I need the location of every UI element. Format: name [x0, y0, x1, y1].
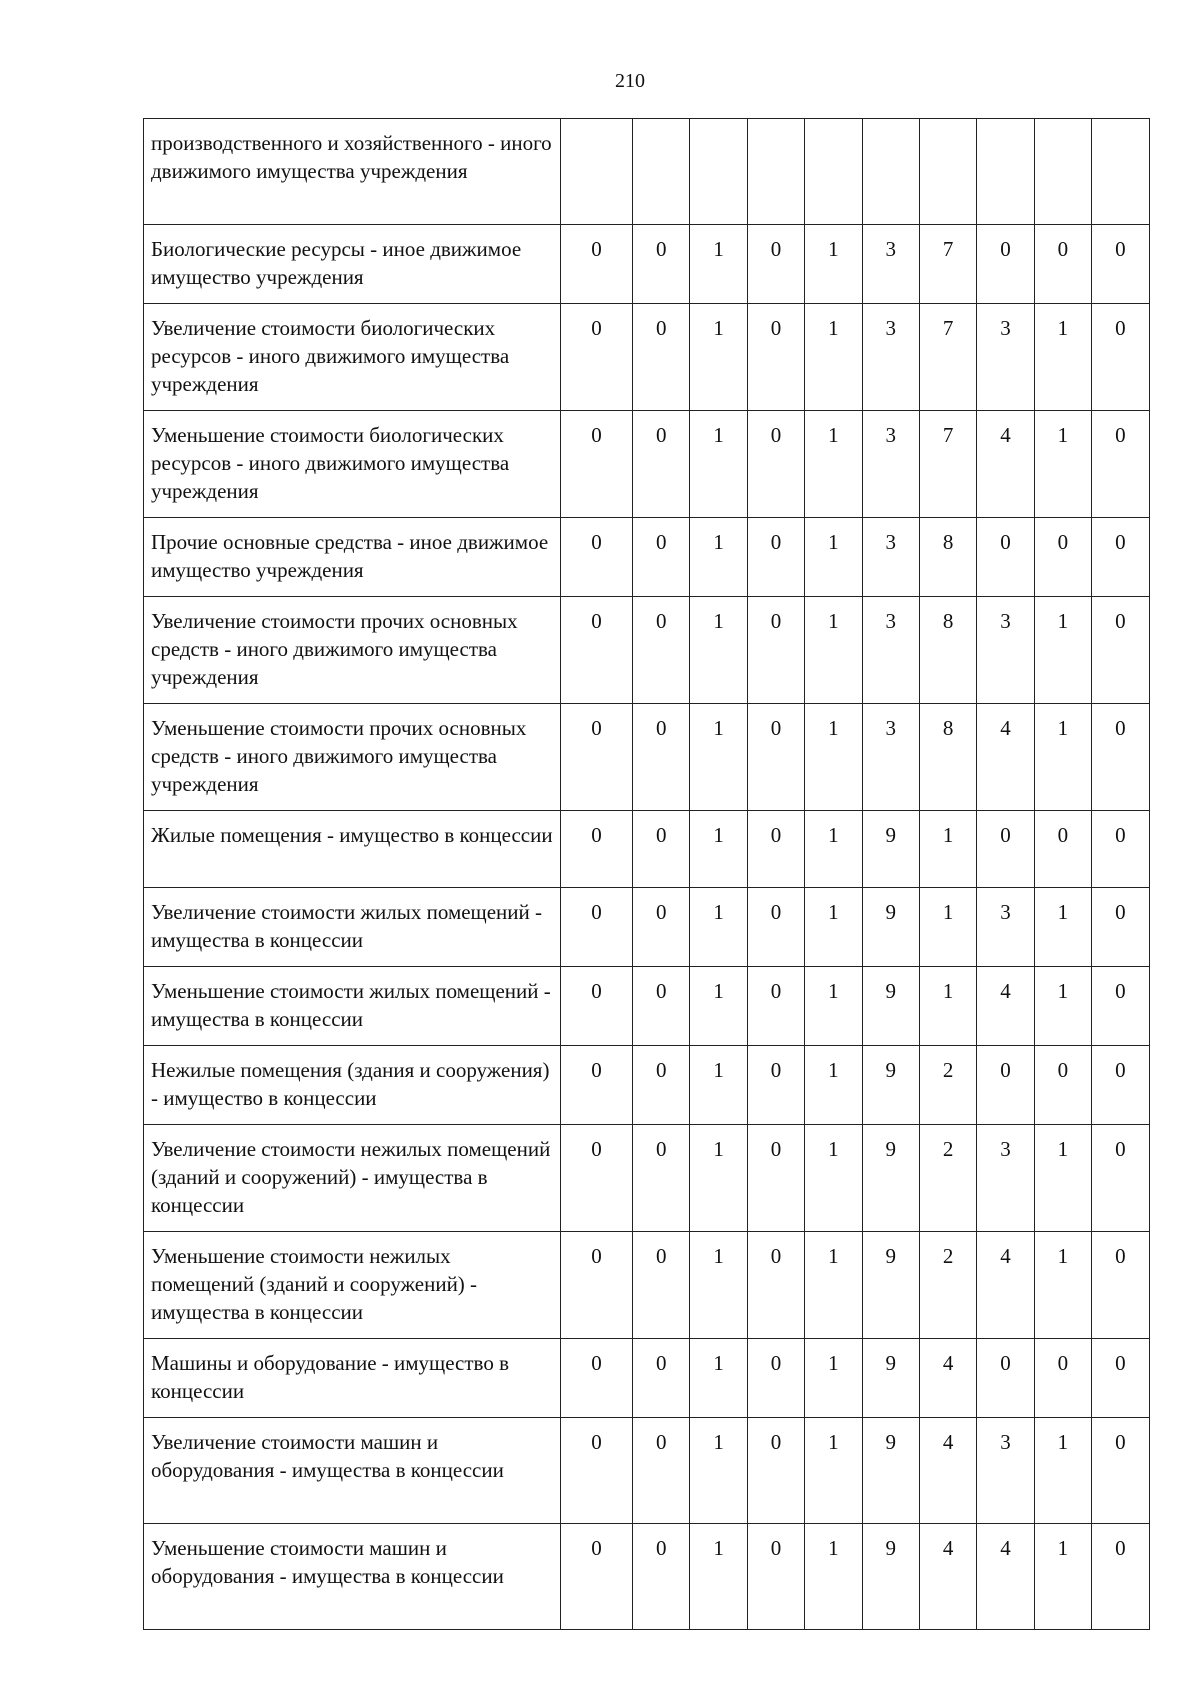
- code-digit-cell: 1: [690, 1232, 747, 1339]
- code-digit-cell: 4: [919, 1418, 976, 1524]
- code-digit-cell: 1: [690, 1125, 747, 1232]
- code-digit-cell: 0: [1092, 304, 1149, 411]
- code-digit-cell: 1: [690, 967, 747, 1046]
- code-digit-cell: 2: [919, 1125, 976, 1232]
- code-digit-cell: 0: [977, 811, 1034, 888]
- code-digit-cell: 0: [1092, 1418, 1149, 1524]
- code-digit-cell: 0: [977, 518, 1034, 597]
- account-name-cell: Увеличение стоимости нежилых помещений (зданий и сооружений) - имущества в концессии: [144, 1125, 561, 1232]
- code-digit-cell: [561, 119, 633, 225]
- code-digit-cell: 3: [977, 1418, 1034, 1524]
- code-digit-cell: 0: [561, 888, 633, 967]
- code-digit-cell: 4: [977, 1232, 1034, 1339]
- code-digit-cell: [690, 119, 747, 225]
- code-digit-cell: 3: [977, 304, 1034, 411]
- code-digit-cell: 0: [561, 225, 633, 304]
- code-digit-cell: 1: [805, 1524, 862, 1630]
- code-digit-cell: 1: [805, 1125, 862, 1232]
- code-digit-cell: 0: [633, 1046, 690, 1125]
- code-digit-cell: [862, 119, 919, 225]
- code-digit-cell: 0: [747, 597, 804, 704]
- code-digit-cell: 0: [1034, 225, 1091, 304]
- code-digit-cell: 1: [805, 1046, 862, 1125]
- code-digit-cell: 0: [633, 411, 690, 518]
- code-digit-cell: 7: [919, 225, 976, 304]
- account-name-cell: Нежилые помещения (здания и сооружения) - имущество в концессии: [144, 1046, 561, 1125]
- table-row: [144, 411, 1150, 518]
- code-digit-cell: 4: [919, 1339, 976, 1418]
- code-digit-cell: 0: [747, 304, 804, 411]
- table-row: [144, 704, 1150, 811]
- account-name-cell: Жилые помещения - имущество в концессии: [144, 811, 561, 888]
- account-name-cell: Увеличение стоимости жилых помещений - имущества в концессии: [144, 888, 561, 967]
- code-digit-cell: 0: [747, 225, 804, 304]
- code-digit-cell: 1: [690, 225, 747, 304]
- code-digit-cell: 0: [747, 1046, 804, 1125]
- code-digit-cell: 3: [862, 597, 919, 704]
- code-digit-cell: 3: [977, 888, 1034, 967]
- code-digit-cell: [1092, 119, 1149, 225]
- code-digit-cell: 0: [561, 597, 633, 704]
- code-digit-cell: 1: [805, 597, 862, 704]
- code-digit-cell: 0: [633, 1339, 690, 1418]
- code-digit-cell: 0: [977, 1339, 1034, 1418]
- table-row: [144, 1125, 1150, 1232]
- code-digit-cell: 0: [1092, 597, 1149, 704]
- code-digit-cell: 0: [633, 1125, 690, 1232]
- account-name-cell: производственного и хозяйственного - иного движимого имущества учреждения: [144, 119, 561, 225]
- code-digit-cell: 1: [690, 1418, 747, 1524]
- code-digit-cell: 0: [561, 1232, 633, 1339]
- code-digit-cell: 0: [633, 1418, 690, 1524]
- code-digit-cell: 7: [919, 411, 976, 518]
- code-digit-cell: 0: [633, 518, 690, 597]
- code-digit-cell: 1: [1034, 1125, 1091, 1232]
- code-digit-cell: 0: [561, 811, 633, 888]
- code-digit-cell: 0: [1092, 888, 1149, 967]
- code-digit-cell: 9: [862, 888, 919, 967]
- code-digit-cell: 0: [1092, 1125, 1149, 1232]
- code-digit-cell: 0: [747, 1339, 804, 1418]
- table-row: [144, 1046, 1150, 1125]
- code-digit-cell: 1: [1034, 1418, 1091, 1524]
- code-digit-cell: 1: [690, 704, 747, 811]
- account-name-cell: Уменьшение стоимости биологических ресурсов - иного движимого имущества учреждения: [144, 411, 561, 518]
- code-digit-cell: 0: [1034, 518, 1091, 597]
- account-name-cell: Уменьшение стоимости жилых помещений - имущества в концессии: [144, 967, 561, 1046]
- code-digit-cell: [805, 119, 862, 225]
- code-digit-cell: [977, 119, 1034, 225]
- code-digit-cell: 9: [862, 1046, 919, 1125]
- code-digit-cell: 0: [1092, 811, 1149, 888]
- code-digit-cell: 0: [561, 304, 633, 411]
- code-digit-cell: 1: [690, 1046, 747, 1125]
- code-digit-cell: 1: [805, 304, 862, 411]
- code-digit-cell: 0: [633, 1524, 690, 1630]
- code-digit-cell: 2: [919, 1232, 976, 1339]
- code-digit-cell: 0: [977, 1046, 1034, 1125]
- code-digit-cell: 0: [633, 225, 690, 304]
- code-digit-cell: 0: [1092, 518, 1149, 597]
- code-digit-cell: 4: [977, 411, 1034, 518]
- code-digit-cell: 0: [633, 967, 690, 1046]
- code-digit-cell: 1: [805, 704, 862, 811]
- code-digit-cell: 1: [805, 1418, 862, 1524]
- account-name-cell: Машины и оборудование - имущество в концессии: [144, 1339, 561, 1418]
- code-digit-cell: 0: [1034, 1046, 1091, 1125]
- code-digit-cell: [633, 119, 690, 225]
- code-digit-cell: 9: [862, 1125, 919, 1232]
- account-name-cell: Уменьшение стоимости нежилых помещений (зданий и сооружений) - имущества в концессии: [144, 1232, 561, 1339]
- code-digit-cell: 9: [862, 811, 919, 888]
- code-digit-cell: 1: [690, 1339, 747, 1418]
- code-digit-cell: 1: [805, 518, 862, 597]
- code-digit-cell: 0: [1092, 411, 1149, 518]
- code-digit-cell: 0: [747, 888, 804, 967]
- code-digit-cell: 1: [919, 811, 976, 888]
- code-digit-cell: 0: [747, 1418, 804, 1524]
- code-digit-cell: 9: [862, 967, 919, 1046]
- code-digit-cell: 0: [1092, 704, 1149, 811]
- code-digit-cell: 1: [1034, 1524, 1091, 1630]
- code-digit-cell: 8: [919, 704, 976, 811]
- code-digit-cell: 0: [633, 704, 690, 811]
- code-digit-cell: 0: [633, 888, 690, 967]
- code-digit-cell: 0: [1092, 1046, 1149, 1125]
- code-digit-cell: 0: [561, 1524, 633, 1630]
- code-digit-cell: 3: [862, 225, 919, 304]
- code-digit-cell: 0: [561, 1046, 633, 1125]
- code-digit-cell: 3: [862, 304, 919, 411]
- code-digit-cell: 1: [805, 1232, 862, 1339]
- table-row: [144, 888, 1150, 967]
- code-digit-cell: 0: [1092, 225, 1149, 304]
- code-digit-cell: 1: [805, 225, 862, 304]
- code-digit-cell: 9: [862, 1339, 919, 1418]
- code-digit-cell: 0: [633, 811, 690, 888]
- code-digit-cell: [1034, 119, 1091, 225]
- code-digit-cell: 0: [633, 1232, 690, 1339]
- code-digit-cell: 7: [919, 304, 976, 411]
- code-digit-cell: 0: [1092, 1232, 1149, 1339]
- account-codes-table: [143, 118, 1150, 1630]
- code-digit-cell: 1: [919, 888, 976, 967]
- code-digit-cell: 4: [977, 967, 1034, 1046]
- code-digit-cell: 8: [919, 597, 976, 704]
- code-digit-cell: 1: [690, 888, 747, 967]
- code-digit-cell: 1: [919, 967, 976, 1046]
- table-row: [144, 597, 1150, 704]
- code-digit-cell: 1: [805, 1339, 862, 1418]
- table-row: [144, 304, 1150, 411]
- code-digit-cell: 1: [805, 811, 862, 888]
- code-digit-cell: 0: [561, 967, 633, 1046]
- code-digit-cell: 4: [977, 704, 1034, 811]
- code-digit-cell: 1: [690, 304, 747, 411]
- code-digit-cell: 2: [919, 1046, 976, 1125]
- code-digit-cell: 0: [747, 1524, 804, 1630]
- account-name-cell: Биологические ресурсы - иное движимое имущество учреждения: [144, 225, 561, 304]
- code-digit-cell: 0: [1092, 967, 1149, 1046]
- code-digit-cell: 9: [862, 1232, 919, 1339]
- code-digit-cell: 1: [690, 1524, 747, 1630]
- code-digit-cell: [747, 119, 804, 225]
- code-digit-cell: 0: [561, 411, 633, 518]
- code-digit-cell: 9: [862, 1524, 919, 1630]
- code-digit-cell: 0: [747, 518, 804, 597]
- code-digit-cell: 1: [690, 597, 747, 704]
- code-digit-cell: 0: [633, 304, 690, 411]
- code-digit-cell: 1: [690, 411, 747, 518]
- table-row: [144, 1232, 1150, 1339]
- table-row: [144, 119, 1150, 225]
- code-digit-cell: [919, 119, 976, 225]
- account-name-cell: Уменьшение стоимости машин и оборудования - имущества в концессии: [144, 1524, 561, 1630]
- page-number: 210: [615, 70, 645, 92]
- code-digit-cell: 1: [1034, 967, 1091, 1046]
- table-row: [144, 967, 1150, 1046]
- code-digit-cell: 1: [805, 411, 862, 518]
- code-digit-cell: 3: [862, 411, 919, 518]
- code-digit-cell: 1: [1034, 304, 1091, 411]
- code-digit-cell: 8: [919, 518, 976, 597]
- table-row: [144, 811, 1150, 888]
- code-digit-cell: 1: [1034, 597, 1091, 704]
- account-name-cell: Прочие основные средства - иное движимое имущество учреждения: [144, 518, 561, 597]
- code-digit-cell: 1: [1034, 888, 1091, 967]
- code-digit-cell: 0: [747, 1232, 804, 1339]
- code-digit-cell: 1: [690, 518, 747, 597]
- account-name-cell: Уменьшение стоимости прочих основных средств - иного движимого имущества учреждения: [144, 704, 561, 811]
- table-row: [144, 1339, 1150, 1418]
- code-digit-cell: 0: [747, 704, 804, 811]
- code-digit-cell: 4: [977, 1524, 1034, 1630]
- table-row: [144, 1418, 1150, 1524]
- code-digit-cell: 4: [919, 1524, 976, 1630]
- code-digit-cell: 0: [977, 225, 1034, 304]
- table-row: [144, 1524, 1150, 1630]
- code-digit-cell: 0: [561, 1418, 633, 1524]
- code-digit-cell: 0: [747, 1125, 804, 1232]
- code-digit-cell: 0: [747, 411, 804, 518]
- code-digit-cell: 1: [1034, 1232, 1091, 1339]
- code-digit-cell: 0: [747, 967, 804, 1046]
- table-body: [144, 119, 1150, 1630]
- table-row: [144, 518, 1150, 597]
- code-digit-cell: 0: [633, 597, 690, 704]
- code-digit-cell: 3: [977, 597, 1034, 704]
- code-digit-cell: 1: [1034, 704, 1091, 811]
- code-digit-cell: 1: [1034, 411, 1091, 518]
- code-digit-cell: 1: [690, 811, 747, 888]
- code-digit-cell: 0: [1092, 1524, 1149, 1630]
- code-digit-cell: 9: [862, 1418, 919, 1524]
- code-digit-cell: 0: [561, 704, 633, 811]
- code-digit-cell: 0: [561, 1125, 633, 1232]
- account-name-cell: Увеличение стоимости прочих основных средств - иного движимого имущества учреждения: [144, 597, 561, 704]
- code-digit-cell: 0: [561, 1339, 633, 1418]
- code-digit-cell: 0: [747, 811, 804, 888]
- code-digit-cell: 1: [805, 888, 862, 967]
- code-digit-cell: 0: [1034, 1339, 1091, 1418]
- account-name-cell: Увеличение стоимости биологических ресурсов - иного движимого имущества учреждения: [144, 304, 561, 411]
- code-digit-cell: 3: [862, 518, 919, 597]
- code-digit-cell: 1: [805, 967, 862, 1046]
- code-digit-cell: 0: [1092, 1339, 1149, 1418]
- table-row: [144, 225, 1150, 304]
- code-digit-cell: 0: [1034, 811, 1091, 888]
- code-digit-cell: 3: [977, 1125, 1034, 1232]
- code-digit-cell: 3: [862, 704, 919, 811]
- account-name-cell: Увеличение стоимости машин и оборудования - имущества в концессии: [144, 1418, 561, 1524]
- code-digit-cell: 0: [561, 518, 633, 597]
